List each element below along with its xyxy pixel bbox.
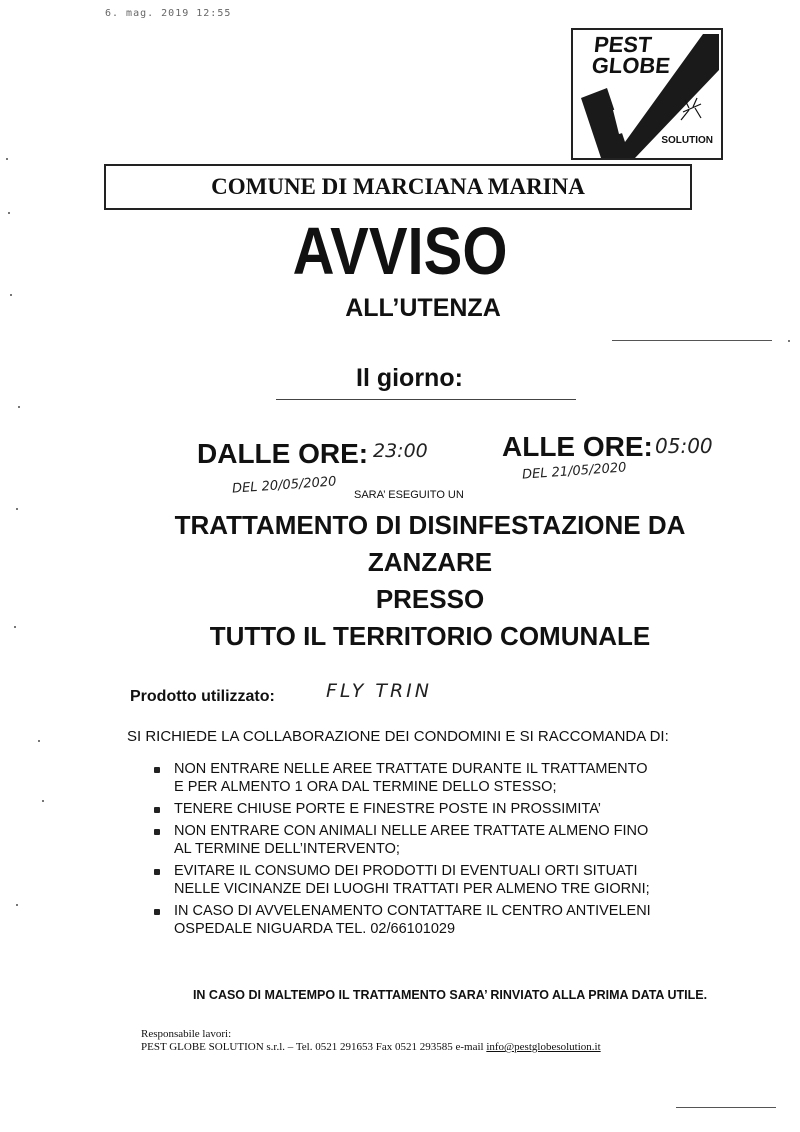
trattamento-line: TUTTO IL TERRITORIO COMUNALE xyxy=(209,621,651,651)
comune-title: COMUNE DI MARCIANA MARINA xyxy=(211,174,585,199)
divider xyxy=(612,340,772,341)
bullet-icon xyxy=(154,869,160,875)
trattamento-heading xyxy=(0,507,800,655)
list-item: NON ENTRARE NELLE AREE TRATTATE DURANTE IL TRATTAMENTO E PER ALMENTO 1 ORA DAL TERMINE DELLO STESSO; xyxy=(152,760,651,796)
logo-wordmark: PEST GLOBE xyxy=(590,32,672,78)
avviso-title: AVVISO xyxy=(292,214,508,289)
bullet-icon xyxy=(154,829,160,835)
alle-value-handwritten: 05:00 xyxy=(655,434,713,458)
email-link[interactable]: info@pestglobesolution.it xyxy=(486,1041,601,1053)
divider xyxy=(676,1107,776,1108)
sara-eseguito-text: SARA’ ESEGUITO UN xyxy=(354,489,464,501)
company-contact: PEST GLOBE SOLUTION s.r.l. – Tel. 0521 291653 Fax 0521 293585 e-mail info@pestglobesolution.it xyxy=(141,1041,601,1053)
utenza-subtitle: ALL’UTENZA xyxy=(345,294,501,322)
dalle-label: DALLE ORE: xyxy=(197,438,369,469)
comune-banner xyxy=(104,164,692,210)
alle-label: ALLE ORE: xyxy=(502,431,653,462)
bullet-icon xyxy=(154,807,160,813)
dalle-date-handwritten: DEL 20/05/2020 xyxy=(231,474,337,497)
pest-globe-logo xyxy=(571,28,723,160)
list-item: EVITARE IL CONSUMO DEI PRODOTTI DI EVENTUALI ORTI SITUATI NELLE VICINANZE DEI LUOGHI TRATTATI PER ALMENO TRE GIORNI; xyxy=(152,862,651,898)
list-item: IN CASO DI AVVELENAMENTO CONTATTARE IL CENTRO ANTIVELENI OSPEDALE NIGUARDA TEL. 02/66101029 xyxy=(152,902,651,938)
trattamento-line: ZANZARE xyxy=(367,547,493,577)
giorno-label: Il giorno: xyxy=(356,364,463,392)
logo-subtitle: SOLUTION xyxy=(661,135,713,146)
bullet-icon xyxy=(154,767,160,773)
list-item: TENERE CHIUSE PORTE E FINESTRE POSTE IN PROSSIMITA’ xyxy=(152,800,651,818)
dalle-value-handwritten: 23:00 xyxy=(373,440,428,462)
trattamento-line: TRATTAMENTO DI DISINFESTAZIONE DA xyxy=(174,510,686,540)
prodotto-label: Prodotto utilizzato: xyxy=(130,688,275,705)
bullet-icon xyxy=(154,909,160,915)
responsabile-label: Responsabile lavori: xyxy=(141,1028,232,1040)
fax-header: 6. mag. 2019 12:55 xyxy=(105,8,232,19)
richiede-text: SI RICHIEDE LA COLLABORAZIONE DEI CONDOMINI E SI RACCOMANDA DI: xyxy=(127,728,669,745)
trattamento-line: PRESSO xyxy=(375,584,485,614)
maltempo-notice: IN CASO DI MALTEMPO IL TRATTAMENTO SARA’ RINVIATO ALLA PRIMA DATA UTILE. xyxy=(192,988,708,1002)
footer xyxy=(141,1028,601,1054)
alle-date-handwritten: DEL 21/05/2020 xyxy=(521,460,627,483)
list-item: NON ENTRARE CON ANIMALI NELLE AREE TRATTATE ALMENO FINO AL TERMINE DELL’INTERVENTO; xyxy=(152,822,651,858)
giorno-underline xyxy=(276,399,576,400)
raccomandazioni-list xyxy=(152,760,651,942)
prodotto-value-handwritten: FLY TRIN xyxy=(326,680,432,702)
